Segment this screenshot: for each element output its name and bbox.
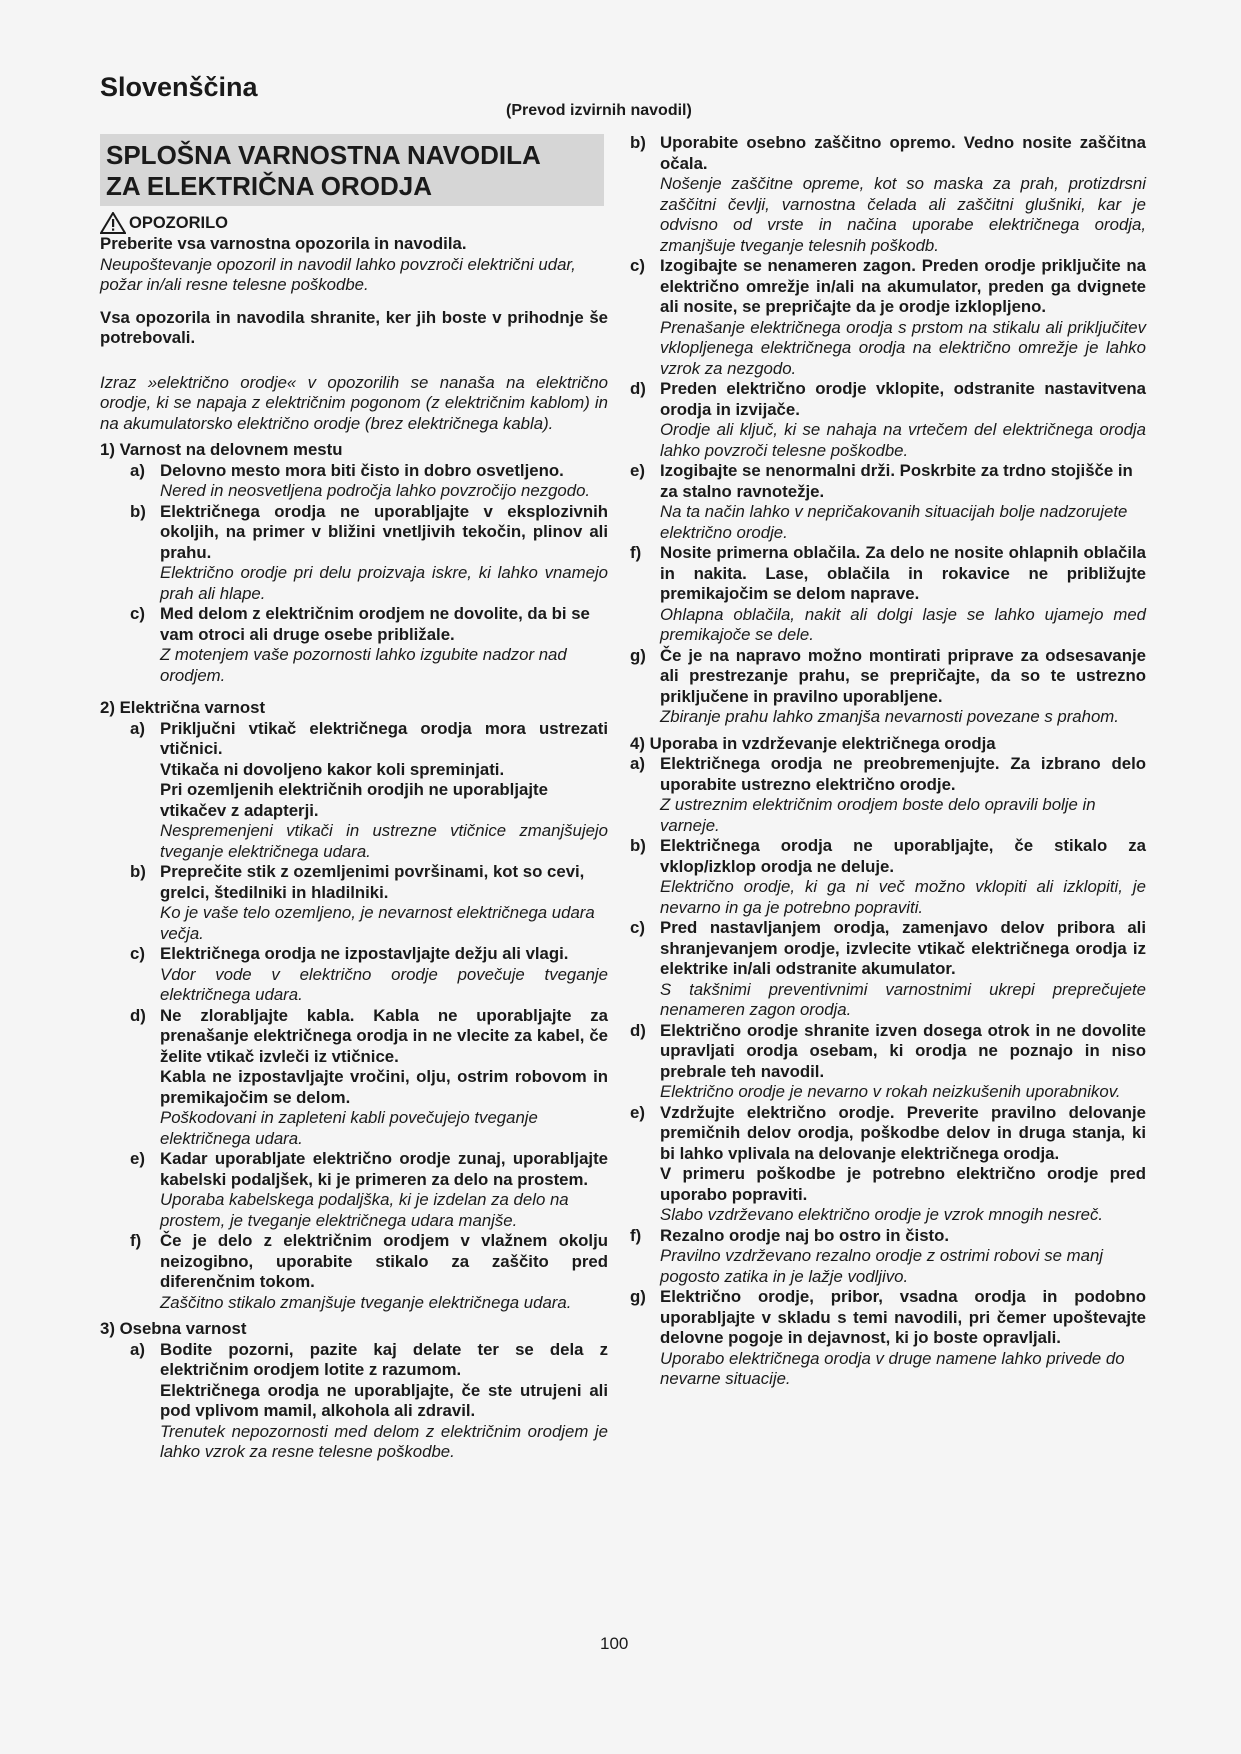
list-item: g) Električno orodje, pribor, vsadna orodja in podobno uporabljajte v skladu s temi navodili, pri čemer upoštevajte delovne pogoje in dejavnost, ki jo boste opravljali. Uporabo električnega orodja v druge namene lahko privede do nevarne situacije. [630,1287,1146,1388]
title-line-2: ZA ELEKTRIČNA ORODJA [106,171,432,201]
list-item: e) Izogibajte se nenormalni drži. Poskrbite za trdno stojišče in za stalno ravnotežje. Na ta način lahko v nepričakovanih situacijah bolje nadzorujete električno orodje. [630,461,1133,542]
title-line-1: SPLOŠNA VARNOSTNA NAVODILA [106,140,541,170]
list-item: a) Priključni vtikač električnega orodja mora ustrezati vtičnici. Vtikača ni dovoljeno kakor koli spreminjati. Pri ozemljenih električnih orodjih ne uporabljajte vtikačev z adapterji. Nespremenjeni vtikači in ustrezne vtičnice zmanjšujejo tveganje električnega udara. [130,718,608,861]
section-1-title: 1) Varnost na delovnem mestu [100,440,343,459]
list-item: c) Pred nastavljanjem orodja, zamenjavo delov pribora ali shranjevanjem orodje, izvlecite vtikač električnega orodja iz elektrike in/ali odstranite akumulator. S takšnimi preventivnimi varnostnimi ukrepi preprečujete nenameren zagon orodja. [630,918,1146,1019]
list-item: a) Delovno mesto mora biti čisto in dobro osvetljeno. Nered in neosvetljena področja lahko povzročijo nezgodo. [130,460,591,500]
right-column [630,133,1146,1390]
warning-heading [100,212,608,234]
keep-instructions: Vsa opozorila in navodila shranite, ker jih boste v prihodnje še potrebovali. [100,307,608,347]
list-item: f) Rezalno orodje naj bo ostro in čisto. Pravilno vzdrževano rezalno orodje z ostrimi robovi se manj pogosto zatika in je lažje vodljivo. [630,1225,1104,1286]
list-item: f) Če je delo z električnim orodjem v vlažnem okolju neizogibno, uporabite stikalo za zaščito pred diferenčnim tokom. Zaščitno stikalo zmanjšuje tveganje električnega udara. [130,1231,608,1312]
list-item: f) Nosite primerna oblačila. Za delo ne nosite ohlapnih oblačila in nakita. Lase, oblačila in rokavice ne približujte premikajočim se delom naprave. Ohlapna oblačila, nakit ali dolgi lasje se lahko ujamejo med premikajoče se dele. [630,543,1146,644]
list-item: d) Ne zlorabljajte kabla. Kabla ne uporabljajte za prenašanje električnega orodja in ne vlecite za kabel, če želite vtikač izvleči iz vtičnice. Kabla ne izpostavljajte vročini, olju, ostrim robovom in premikajočim se delom. Poškodovani in zapleteni kabli povečujejo tveganje električnega udara. [130,1005,608,1148]
list-item: d) Električno orodje shranite izven dosega otrok in ne dovolite upravljati orodja osebam, ki orodja ne poznajo in niso prebrale teh navodil. Električno orodje je nevarno v rokah neizkušenih uporabnikov. [630,1020,1146,1101]
warning-label: OPOZORILO [129,213,228,232]
list-item: b) Uporabite osebno zaščitno opremo. Vedno nosite zaščitna očala. Nošenje zaščitne opreme, kot so maska za prah, protizdrsni zaščitni čevlji, varnostna čelada ali zaščitni glušniki, kar je odvisno od vrste in načina uporabe električnega orodja, zmanjšuje tveganje telesnih poškodb. [630,133,1146,255]
page-number: 100 [600,1634,629,1653]
term-definition: Izraz »električno orodje« v opozorilih se nanaša na električno orodje, ki se napaja z električnim pogonom (z električnim kablom) in na akumulatorsko električno orodje (brez električnega kabla). [100,372,608,433]
list-item: c) Izogibajte se nenameren zagon. Preden orodje priključite na električno omrežje in/ali na akumulator, preden ga dvignete ali nosite, se prepričajte da je orodje izklopljeno. Prenašanje električnega orodja s prstom na stikalu ali priključitev vklopljenega električnega orodja na električno omrežje je lahko vzrok za nezgodo. [630,256,1146,378]
list-item: e) Kadar uporabljate električno orodje zunaj, uporabljajte kabelski podaljšek, ki je primeren za delo na prostem. Uporaba kabelskega podaljška, ki je izdelan za delo na prostem, je tveganje električnega udara manjše. [130,1149,608,1230]
intro-italic: Neupoštevanje opozoril in navodil lahko povzroči električni udar, požar in/ali resne telesne poškodbe. [100,254,576,294]
intro-bold: Preberite vsa varnostna opozorila in navodila. [100,234,467,253]
list-item: a) Električnega orodja ne preobremenjujte. Za izbrano delo uporabite ustrezno električno orodje. Z ustreznim električnim orodjem boste delo opravili bolje in varneje. [630,754,1146,835]
list-item: c) Med delom z električnim orodjem ne dovolite, da bi se vam otroci ali druge osebe približale. Z motenjem vaše pozornosti lahko izgubite nadzor nad orodjem. [130,604,590,685]
list-item: a) Bodite pozorni, pazite kaj delate ter se dela z električnim orodjem lotite z razumom. Električnega orodja ne uporabljajte, če ste utrujeni ali pod vplivom mamil, alkohola ali zdravil. Trenutek nepozornosti med delom z električnim orodjem je lahko vzrok za resne telesne poškodbe. [130,1339,608,1461]
list-item: b) Električnega orodja ne uporabljajte v eksplozivnih okoljih, na primer v bližini vnetljivih tekočin, plinov ali prahu. Električno orodje pri delu proizvaja iskre, ki lahko vnamejo prah ali hlape. [130,501,608,603]
list-item: e) Vzdržujte električno orodje. Preverite pravilno delovanje premičnih delov orodja, poškodbe delov in druga stanja, ki bi lahko vplivala na delovanje električnega orodja. V primeru poškodbe je potrebno električno orodje pred uporabo popraviti. Slabo vzdrževano električno orodje je vzrok mnogih nesreč. [630,1102,1146,1224]
section-2-title: 2) Električna varnost [100,698,266,717]
list-item: b) Električnega orodja ne uporabljajte, če stikalo za vklop/izklop orodja ne deluje. Električno orodje, ki ga ni več možno vklopiti ali izklopiti, je nevarno in ga je potrebno popraviti. [630,836,1146,917]
language-heading: Slovenščina [100,72,258,102]
section-4-title: 4) Uporaba in vzdrževanje električnega orodja [630,733,996,753]
list-item: g) Če je na napravo možno montirati priprave za odsesavanje ali prestrezanje prahu, se prepričajte, da so te ustrezno priključene in pravilno uporabljene. Zbiranje prahu lahko zmanjša nevarnosti povezane s prahom. [630,645,1146,726]
section-title-box [100,134,604,206]
list-item: c) Električnega orodja ne izpostavljajte dežju ali vlagi. Vdor vode v električno orodje povečuje tveganje električnega udara. [130,944,608,1004]
section-3-title: 3) Osebna varnost [100,1319,247,1338]
list-item: d) Preden električno orodje vklopite, odstranite nastavitvena orodja in izvijače. Orodje ali ključ, ki se nahaja na vrtečem del električnega orodja lahko povzroči telesne poškodbe. [630,379,1146,460]
warning-triangle-icon [100,212,126,234]
left-column [100,134,608,1463]
translation-subtitle: (Prevod izvirnih navodil) [506,102,692,119]
list-item: b) Preprečite stik z ozemljenimi površinami, kot so cevi, grelci, štedilniki in hladilniki. Ko je vaše telo ozemljeno, je nevarnost električnega udara večja. [130,862,595,943]
